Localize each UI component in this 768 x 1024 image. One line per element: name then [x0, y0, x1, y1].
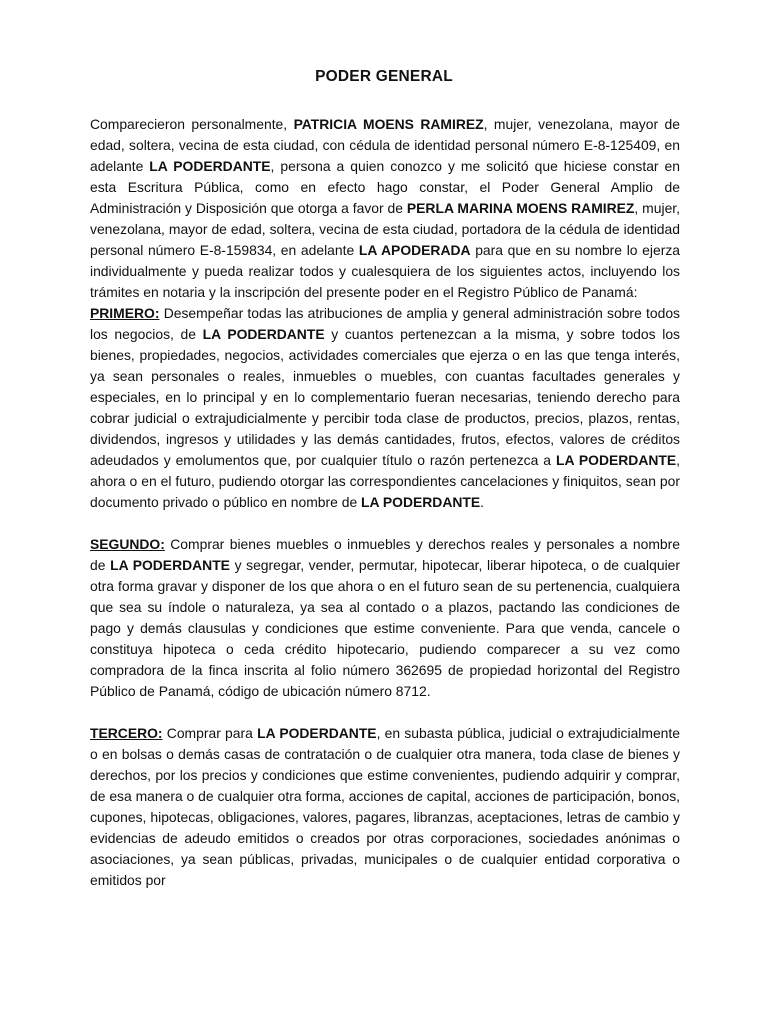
intro-paragraph	[90, 114, 680, 303]
document-title: PODER GENERAL	[315, 68, 453, 85]
text-run: Comprar bienes muebles o inmuebles y derechos reales y personales a nombre de	[90, 536, 680, 573]
text-run: y cuantos pertenezcan a la misma, y sobre todos los bienes, propiedades, negocios, actividades comerciales que ejerza o en las que tenga interés, ya sean personales o reales, inmuebles o muebles, con cuantas facultades generales y especiales, en lo principal y en lo complementario fueran necesarias, teniendo derecho para cobrar judicial o extrajudicialmente y percibir toda clase de productos, precios, plazos, rentas, dividendos, ingresos y utilidades y las demás cantidades, frutos, efectos, valores de créditos adeudados y emolumentos que, por cualquier título o razón pertenezca a	[90, 326, 680, 468]
party-name: PERLA MARINA MOENS RAMIREZ	[406, 200, 635, 216]
text-run: Desempeñar todas las atribuciones de amplia y general administración sobre todos los negocios, de	[90, 305, 680, 342]
party-name: LA PODERDANTE	[257, 725, 377, 741]
clause-tercero	[90, 723, 680, 891]
party-name: PATRICIA MOENS RAMIREZ	[293, 116, 484, 132]
text-run: Comprar para	[162, 725, 258, 741]
text-run: , ahora o en el futuro, pudiendo otorgar las correspondientes cancelaciones y finiquitos, sean por documento privado o público en nombre de	[90, 452, 680, 510]
clause-primero	[90, 303, 680, 513]
text-run: , en subasta pública, judicial o extrajudicialmente o en bolsas o demás casas de contratación o de cualquier otra manera, toda clase de bienes y derechos, por los precios y condiciones que estime convenientes, pudiendo adquirir y comprar, de esa manera o de cualquier otra forma, acciones de capital, acciones de participación, bonos, cupones, hipotecas, obligaciones, valores, pagares, libranzas, aceptaciones, letras de cambio y evidencias de adeudo emitidos o creados por otras corporaciones, sociedades anónimas o asociaciones, ya sean públicas, privadas, municipales o de cualquier entidad corporativa o emitidos por	[90, 725, 680, 888]
party-name: LA PODERDANTE	[555, 452, 677, 468]
clause-heading: PRIMERO:	[90, 305, 160, 321]
party-name: LA APODERADA	[358, 242, 471, 258]
text-run: para que en su nombre lo ejerza individualmente y pueda realizar todos y cualesquiera de los siguientes actos, incluyendo los trámites en notaria y la inscripción del presente poder en el Registro Público de Panamá:	[90, 242, 680, 300]
text-run: .	[480, 494, 485, 510]
text-run: , persona a quien conozco y me solicitó que hiciese constar en esta Escritura Pública, como en efecto hago constar, el Poder General Amplio de Administración y Disposición que otorga a favor de	[90, 158, 680, 216]
text-run: , mujer, venezolana, mayor de edad, soltera, vecina de esta ciudad, portadora de la cédula de identidad personal número E-8-159834, en adelante	[90, 200, 681, 258]
text-run: y segregar, vender, permutar, hipotecar, liberar hipoteca, o de cualquier otra forma gravar y disponer de los que ahora o en el futuro sean de su pertenencia, cualquiera que sea su índole o naturaleza, ya sea al contado o a plazos, pactando las condiciones de pago y demás clausulas y condiciones que estime conveniente. Para que venda, cancele o constituya hipoteca o ceda crédito hipotecario, pudiendo comparecer a su vez como compradora de la finca inscrita al folio número 362695 de propiedad horizontal del Registro Público de Panamá, código de ubicación número 8712.	[90, 557, 681, 699]
clause-heading: SEGUNDO:	[90, 536, 165, 552]
text-run: Comparecieron personalmente,	[90, 116, 294, 132]
clause-segundo	[90, 534, 680, 702]
party-name: LA PODERDANTE	[361, 494, 481, 510]
document-body	[90, 114, 680, 891]
party-name: LA PODERDANTE	[110, 557, 230, 573]
text-run: , mujer, venezolana, mayor de edad, soltera, vecina de esta ciudad, con cédula de identidad personal número E-8-125409, en adelante	[90, 116, 680, 174]
party-name: LA PODERDANTE	[202, 326, 325, 342]
party-name: LA PODERDANTE	[149, 158, 271, 174]
clause-heading: TERCERO:	[90, 725, 163, 741]
